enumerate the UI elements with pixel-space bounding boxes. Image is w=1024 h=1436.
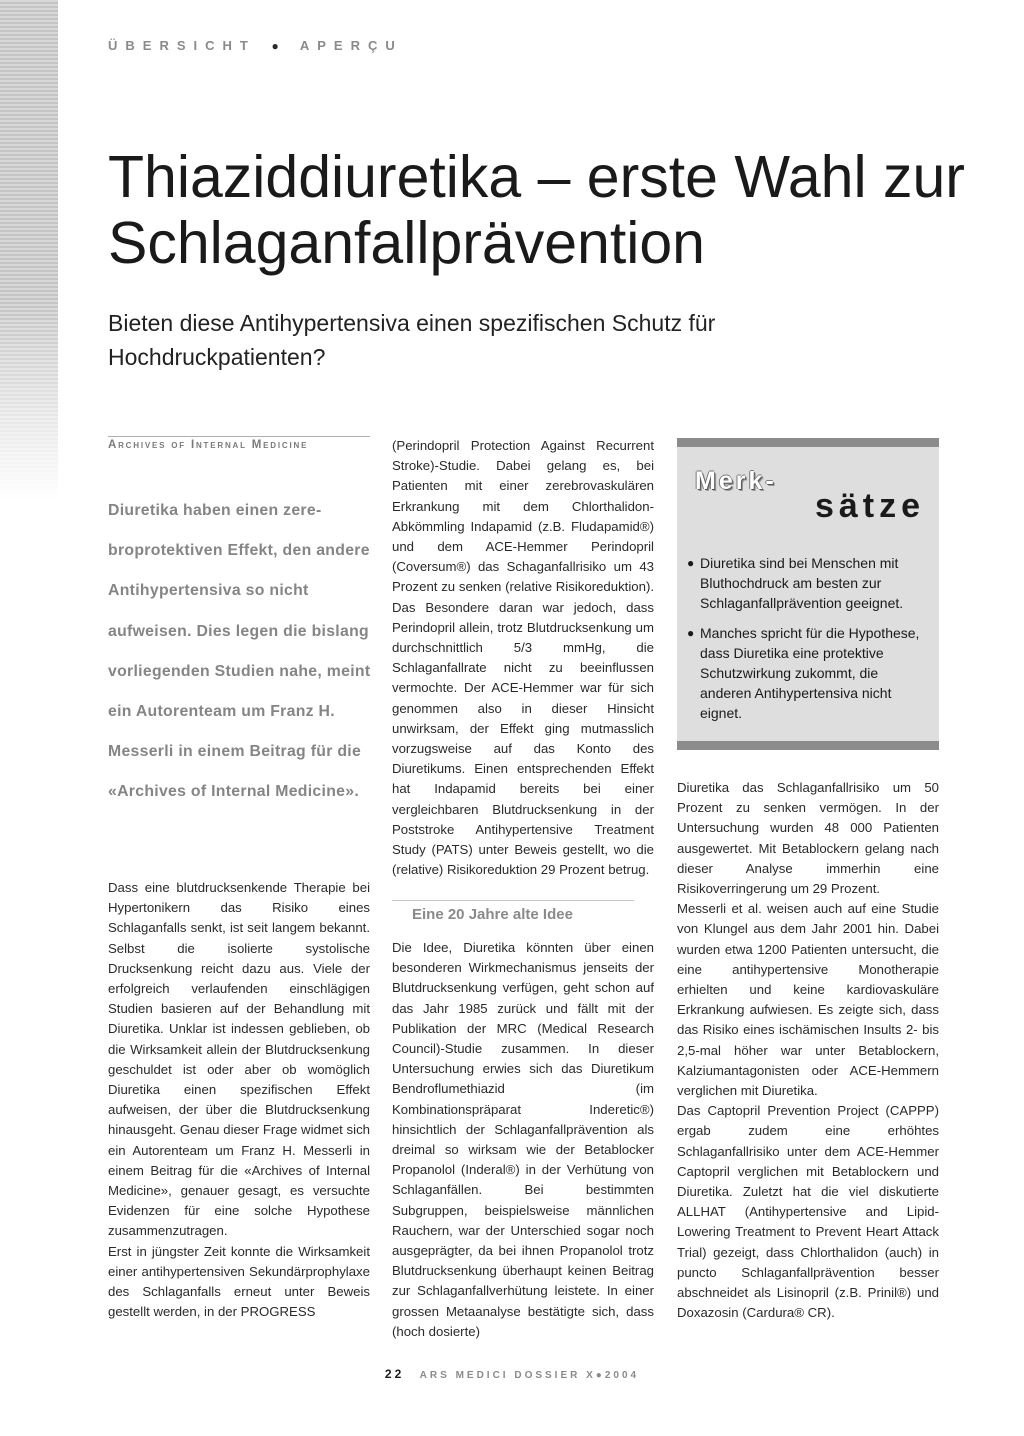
merksaetze-list bbox=[687, 553, 931, 733]
merksaetze-item bbox=[687, 623, 931, 724]
source-label: Archives of Internal Medicine bbox=[108, 436, 370, 451]
body-paragraph: Die Idee, Diuretika könnten über einen besonderen Wirkmechanismus jenseits der Blutdrucksenkung verfügen, geht schon auf das Jahr 1985 zurück und fällt mit der Publikation der MRC (Medical Research Council)-Studie zusammen. In dieser Untersuchung erwies sich das Diuretikum Bendroflumethiazid (im Kombinationspräparat Inderetic®) hinsichtlich der Schlaganfallprävention als dreimal so wirksam wie der Betablocker Propanolol (Inderal®) in der Verhütung von Schlaganfällen. Bei bestimmten Subgruppen, beispielsweise männlichen Rauchern, war der Unterschied sogar noch ausgeprägter, da bei ihnen Propanolol trotz Blutdrucksenkung überhaupt keinen Beitrag zur Schlaganfallverhütung leistete. In einer grossen Metaanalyse bestätigte sich, dass (hoch dosierte) bbox=[392, 940, 654, 1339]
body-paragraph: Das Captopril Prevention Project (CAPPP) ergab zudem eine erhöhtes Schlaganfallrisiko unter dem ACE-Hemmer Captopril verglichen mit Betablockern und Diuretika. Zuletzt hat die viel diskutierte ALLHAT (Antihypertensive and Lipid-Lowering Treatment to Prevent Heart Attack Trial) gezeigt, dass Chlorthalidon (auch) in puncto Schlaganfallprävention besser abschneidet als Lisinopril (z.B. Prinil®) und Doxazosin (Cardura® CR). bbox=[677, 1103, 939, 1321]
article-title: Thiaziddiuretika – erste Wahl zur Schlaganfallprävention bbox=[108, 144, 965, 276]
page-number: 22 bbox=[384, 1367, 405, 1381]
merksaetze-title-line2: sätze bbox=[814, 487, 925, 525]
body-column-1 bbox=[108, 878, 370, 1322]
body-column-2-top bbox=[392, 436, 654, 880]
article-subtitle: Bieten diese Antihypertensiva einen spezifischen Schutz für Hochdruckpatienten? bbox=[108, 310, 716, 370]
body-column-2-bottom bbox=[392, 938, 654, 1342]
section-label-fr: APERÇU bbox=[299, 38, 403, 53]
section-header bbox=[108, 38, 403, 53]
lead-paragraph: Diuretika haben einen zerebroprotektiven Effekt, den andere Antihypertensiva so nicht aufweisen. Dies legen die bislang vorliegenden Studien nahe, meint ein Autorenteam um Franz H. Messerli in einem Beitrag für die «Archives of Internal Medicine». bbox=[108, 502, 371, 801]
body-paragraph: Dass eine blutdrucksenkende Therapie bei Hypertonikern das Risiko eines Schlaganfalls senkt, ist seit langem bekannt. Selbst die isolierte systolische Drucksenkung reicht dazu aus. Viele der erfolgreich verlaufenden einschlägigen Studien basieren auf der Behandlung mit Diuretika. Unklar ist indessen geblieben, ob die Wirksamkeit allein der Blutdrucksenkung geschuldet ist oder aber ob womöglich Diuretika einen spezifischen Effekt aufweisen, der über die Blutdrucksenkung hinausgeht. Genau dieser Frage widmet sich ein Autorenteam um Franz H. Messerli in einem Beitrag für die «Archives of Internal Medicine», genauer gesagt, es versuchte Evidenzen für eine solche Hypothese zusammenzutragen. bbox=[108, 880, 370, 1239]
merksaetze-item-text: Diuretika sind bei Menschen mit Bluthochdruck am besten zur Schlaganfallprävention geeignet. bbox=[700, 555, 904, 612]
body-paragraph: Erst in jüngster Zeit konnte die Wirksamkeit einer antihypertensiven Sekundärprophylaxe des Schlaganfalls erneut unter Beweis gestellt werden, in der PROGRESS bbox=[108, 1243, 370, 1320]
publication-name: ARS MEDICI DOSSIER X●2004 bbox=[419, 1370, 640, 1381]
page-footer bbox=[0, 1367, 1024, 1381]
section-label-de: ÜBERSICHT bbox=[108, 38, 256, 53]
body-paragraph: Diuretika das Schlaganfallrisiko um 50 Prozent zu senken vermögen. In der Untersuchung wurden 48 000 Patienten ausgewertet. Mit Betablockern gelang nach dieser Analyse immerhin eine Risikoverringerung um 29 Prozent. bbox=[677, 780, 939, 897]
body-paragraph: (Perindopril Protection Against Recurrent Stroke)-Studie. Dabei gelang es, bei Patienten mit einer zerebrovaskulären Erkrankung mit dem Chlorthalidon-Abkömmling Indapamid (z.B. Fludapamid®) und dem ACE-Hemmer Perindopril (Coversum®) das Schaganfallrisiko um 43 Prozent zu senken (relative Risikoreduktion). Das Besondere daran war jedoch, dass Perindopril allein, trotz Blutdrucksenkung um durchschnittlich 5/3 mmHg, die Schlaganfallrate nicht zu beeinflussen vermochte. Der ACE-Hemmer war für sich genommen also in dieser Hinsicht unwirksam, der Effekt ging mutmasslich vorzugsweise auf das Konto des Diuretikums. Einen entsprechenden Effekt hat Indapamid bereits bei einer vergleichbaren Blutdrucksenkung in der Poststroke Antihypertensive Treatment Study (PATS) unter Beweis gestellt, wo die (relative) Risikoreduktion 29 Prozent betrug. bbox=[392, 438, 654, 878]
merksaetze-title-line1: Merk- bbox=[695, 467, 777, 495]
section-separator: ● bbox=[271, 39, 285, 53]
bullet-icon: ● bbox=[687, 625, 695, 640]
merksaetze-box bbox=[677, 438, 939, 750]
page-edge-stripe bbox=[0, 0, 58, 500]
body-column-3 bbox=[677, 778, 939, 1323]
merksaetze-item bbox=[687, 553, 931, 614]
bullet-icon: ● bbox=[687, 556, 695, 570]
merksaetze-item-text: Manches spricht für die Hypothese, dass Diuretika eine protektive Schutzwirkung zukommt, die anderen Antihypertensiva nicht eignet. bbox=[700, 624, 920, 722]
body-paragraph: Messerli et al. weisen auch auf eine Studie von Klungel aus dem Jahr 2001 hin. Dabei wurden etwa 1200 Patienten untersucht, die eine antihypertensive Monotherapie erhielten und keine kardiovaskuläre Erkrankung aufwiesen. Es zeigte sich, dass das Risiko eines ischämischen Insults 2- bis 2,5-mal höher war unter Betablockern, Kalziumantagonisten oder ACE-Hemmern verglichen mit Diuretika. bbox=[677, 901, 939, 1099]
section-subheading: Eine 20 Jahre alte Idee bbox=[392, 900, 634, 923]
